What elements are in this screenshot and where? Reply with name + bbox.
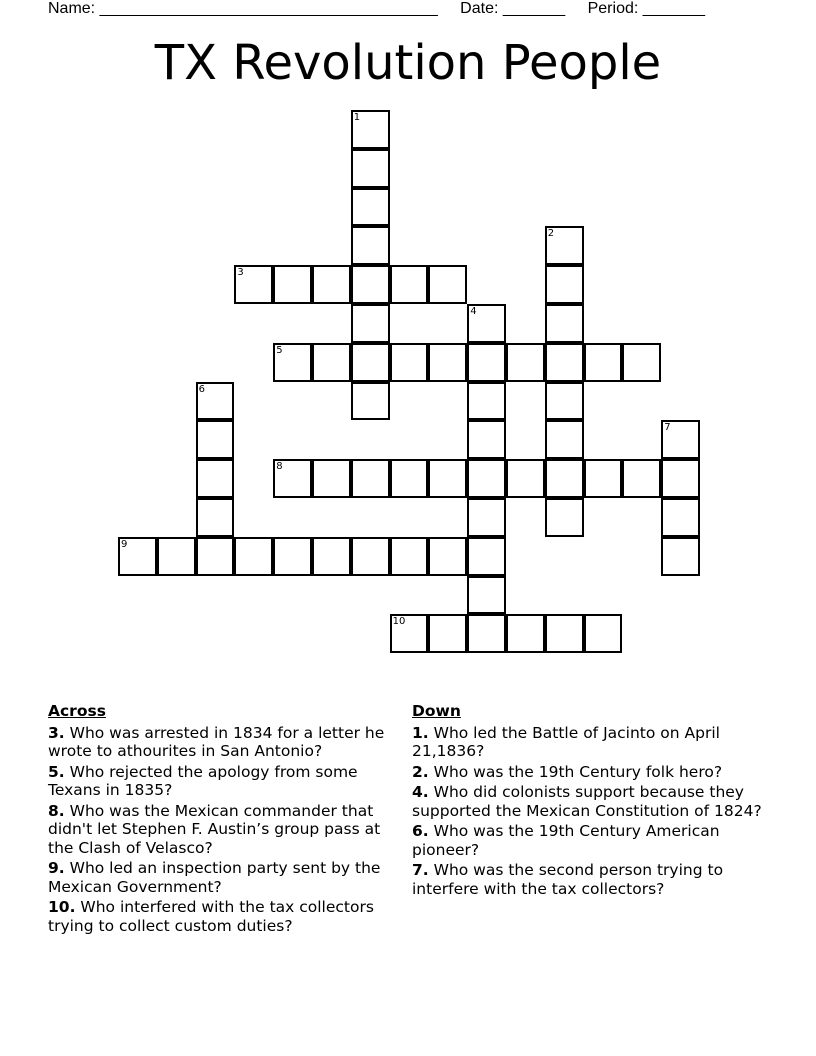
crossword-cell[interactable]	[467, 537, 506, 576]
crossword-cell[interactable]	[467, 459, 506, 498]
clue-text: Who interfered with the tax collectors trying to collect custom duties?	[48, 898, 374, 935]
cell-number: 10	[392, 616, 406, 628]
crossword-cell[interactable]	[273, 537, 312, 576]
clue-number: 10.	[48, 898, 76, 916]
crossword-cell[interactable]	[467, 382, 506, 421]
crossword-cell[interactable]	[351, 226, 390, 265]
crossword-cell[interactable]	[351, 537, 390, 576]
clue-number: 1.	[412, 723, 429, 742]
crossword-cell[interactable]	[351, 110, 390, 149]
down-clue-list	[412, 724, 764, 899]
crossword-cell[interactable]	[234, 537, 273, 576]
clue-number: 4.	[412, 783, 429, 801]
across-clue-list	[48, 724, 404, 936]
crossword-cell[interactable]	[428, 343, 467, 382]
crossword-cell[interactable]	[390, 459, 429, 498]
crossword-cell[interactable]	[584, 459, 623, 498]
clue-text: Who was the second person trying to interfere with the tax collectors?	[412, 861, 724, 898]
crossword-cell[interactable]	[273, 265, 312, 304]
across-clue	[48, 763, 404, 800]
crossword-cell[interactable]	[234, 265, 273, 304]
crossword-cell[interactable]	[428, 459, 467, 498]
crossword-cell[interactable]	[351, 149, 390, 188]
crossword-cell[interactable]	[467, 304, 506, 343]
puzzle-title: TX Revolution People	[154, 35, 662, 91]
crossword-cell[interactable]	[545, 343, 584, 382]
clue-number: 8.	[48, 801, 65, 820]
down-clue	[412, 783, 764, 820]
crossword-cell[interactable]	[118, 537, 157, 576]
crossword-cell[interactable]	[312, 265, 351, 304]
crossword-cell[interactable]	[545, 498, 584, 537]
period-field-label[interactable]: Period: _______	[587, 0, 706, 17]
crossword-cell[interactable]	[467, 343, 506, 382]
clue-text: Who led an inspection party sent by the Mexican Government?	[48, 859, 381, 896]
clue-number: 6.	[412, 822, 429, 840]
crossword-cell[interactable]	[351, 304, 390, 343]
crossword-cell[interactable]	[661, 420, 700, 459]
crossword-cell[interactable]	[622, 343, 661, 382]
cell-number: 3	[237, 267, 244, 279]
crossword-cell[interactable]	[506, 343, 545, 382]
crossword-cell[interactable]	[351, 265, 390, 304]
down-heading: Down	[412, 702, 461, 720]
crossword-cell[interactable]	[661, 498, 700, 537]
crossword-cell[interactable]	[351, 382, 390, 421]
clue-text: Who did colonists support because they supported the Mexican Constitution of 1824?	[412, 783, 762, 820]
clue-number: 2.	[412, 762, 429, 781]
crossword-cell[interactable]	[584, 614, 623, 653]
down-clues	[412, 702, 764, 900]
crossword-cell[interactable]	[661, 459, 700, 498]
crossword-cell[interactable]	[467, 498, 506, 537]
crossword-cell[interactable]	[157, 537, 196, 576]
cell-number: 6	[198, 383, 205, 395]
clue-number: 7.	[412, 861, 429, 879]
crossword-cell[interactable]	[196, 498, 235, 537]
crossword-cell[interactable]	[467, 420, 506, 459]
crossword-cell[interactable]	[273, 459, 312, 498]
across-clue	[48, 802, 404, 858]
crossword-cell[interactable]	[390, 265, 429, 304]
across-clues	[48, 702, 404, 937]
crossword-cell[interactable]	[312, 537, 351, 576]
crossword-cell[interactable]	[622, 459, 661, 498]
date-field-label[interactable]: Date: _______	[460, 0, 566, 17]
crossword-cell[interactable]	[584, 343, 623, 382]
clue-text: Who was arrested in 1834 for a letter he wrote to athourites in San Antonio?	[48, 723, 385, 760]
crossword-cell[interactable]	[428, 614, 467, 653]
down-clue	[412, 861, 764, 898]
crossword-cell[interactable]	[196, 420, 235, 459]
crossword-cell[interactable]	[545, 304, 584, 343]
cell-number: 2	[547, 228, 555, 240]
cell-number: 5	[276, 344, 283, 356]
crossword-cell[interactable]	[312, 343, 351, 382]
name-field-label[interactable]: Name: ______________________________________	[48, 0, 438, 17]
crossword-cell[interactable]	[312, 459, 351, 498]
crossword-cell[interactable]	[196, 459, 235, 498]
crossword-cell[interactable]	[390, 614, 429, 653]
crossword-cell[interactable]	[467, 576, 506, 615]
down-clue	[412, 822, 764, 859]
crossword-cell[interactable]	[545, 614, 584, 653]
clue-text: Who was the 19th Century folk hero?	[428, 762, 723, 781]
across-clue	[48, 859, 404, 896]
clue-text: Who was the Mexican commander that didn't let Stephen F. Austin’s group pass at the Clash of Velasco?	[48, 801, 381, 857]
clue-number: 3.	[48, 723, 65, 742]
clue-text: Who led the Battle of Jacinto on April 21,1836?	[412, 723, 720, 760]
crossword-cell[interactable]	[428, 265, 467, 304]
cell-number: 9	[121, 538, 128, 550]
clue-number: 5.	[48, 762, 65, 781]
clue-number: 9.	[48, 859, 65, 877]
cell-number: 7	[664, 422, 671, 434]
clue-text: Who rejected the apology from some Texans in 1835?	[48, 762, 358, 799]
cell-number: 8	[276, 461, 283, 473]
across-heading: Across	[48, 702, 106, 720]
crossword-cell[interactable]	[545, 382, 584, 421]
crossword-cell[interactable]	[545, 226, 584, 265]
down-clue	[412, 724, 764, 761]
down-clue	[412, 763, 764, 782]
across-clue	[48, 724, 404, 761]
crossword-cell[interactable]	[506, 614, 545, 653]
crossword-cell[interactable]	[351, 188, 390, 227]
crossword-cell[interactable]	[390, 537, 429, 576]
crossword-cell[interactable]	[196, 382, 235, 421]
cell-number: 4	[470, 306, 477, 317]
across-clue	[48, 898, 404, 935]
crossword-cell[interactable]	[661, 537, 700, 576]
clue-text: Who was the 19th Century American pioneer?	[412, 822, 720, 859]
crossword-cell[interactable]	[273, 343, 312, 382]
crossword-cell[interactable]	[545, 265, 584, 304]
crossword-cell[interactable]	[196, 537, 235, 576]
crossword-cell[interactable]	[506, 459, 545, 498]
crossword-cell[interactable]	[467, 614, 506, 653]
cell-number: 1	[353, 112, 361, 123]
crossword-cell[interactable]	[545, 420, 584, 459]
crossword-cell[interactable]	[428, 537, 467, 576]
crossword-cell[interactable]	[545, 459, 584, 498]
crossword-cell[interactable]	[390, 343, 429, 382]
crossword-cell[interactable]	[351, 343, 390, 382]
crossword-cell[interactable]	[351, 459, 390, 498]
